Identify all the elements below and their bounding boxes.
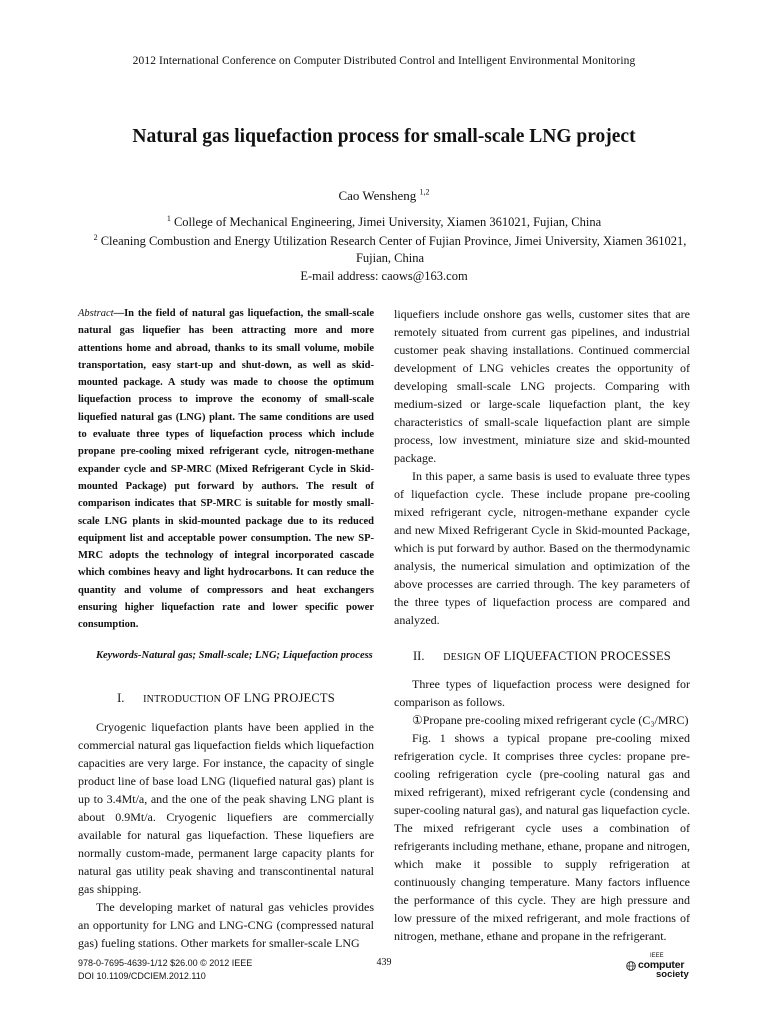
- affiliation-1-sup: 1: [166, 213, 171, 223]
- ieee-computer-society-logo: [626, 953, 696, 979]
- affiliation-1: [60, 214, 708, 231]
- keywords: Keywords-Natural gas; Small-scale; LNG; Liquefaction process: [96, 649, 373, 661]
- abstract: [78, 305, 374, 634]
- logo-sub-text: society: [656, 969, 689, 980]
- affiliation-2: [90, 233, 690, 267]
- right-paragraph-2: In this paper, a same basis is used to evaluate three types of liquefaction cycle. These include propane pre-cooling mixed refrigerant cycle, nitrogen-methane expander cycle and new Mixed Refrigerant Cycle in Skid-mounted Package, which is put forward by author. Based on the thermodynamic analysis, the numerical simulation and optimization of the above processes are carried through. The key parameters of the three types of liquefaction process are compared and analyzed.: [394, 469, 690, 627]
- section-1-heading: [78, 689, 374, 709]
- conference-header: 2012 International Conference on Computer Distributed Control and Intelligent Environmental Monitoring: [132, 55, 636, 67]
- section-2-title-rest: OF LIQUEFACTION PROCESSES: [484, 649, 671, 663]
- author-name: Cao Wensheng: [338, 188, 417, 203]
- section-2-title-sc: DESIGN: [443, 652, 482, 663]
- footer-isbn: 978-0-7695-4639-1/12 $26.00 © 2012 IEEE: [78, 958, 253, 968]
- page-number: 439: [376, 957, 392, 968]
- section-2-heading: [394, 647, 690, 667]
- section-1-title-rest: OF LNG PROJECTS: [224, 690, 335, 705]
- author-sup: 1,2: [419, 187, 430, 197]
- affiliation-2-sup: 2: [93, 232, 98, 242]
- design-item-1: ①Propane pre-cooling mixed refrigerant cycle (C₃/MRC): [412, 713, 689, 727]
- abstract-lead: Abstract: [78, 308, 114, 319]
- right-column: [394, 305, 690, 945]
- section-2-number: II.: [413, 649, 425, 663]
- globe-icon: [626, 961, 636, 971]
- logo-main-text: computer: [638, 959, 685, 971]
- email: E-mail address: caows@163.com: [300, 269, 468, 283]
- footer-doi: DOI 10.1109/CDCIEM.2012.110: [78, 971, 206, 981]
- author: [0, 188, 768, 204]
- affiliation-2-text: Cleaning Combustion and Energy Utilization Research Center of Fujian Province, Jimei University, Xiamen 361021, Fujian, China: [100, 234, 687, 265]
- intro-paragraph-1: Cryogenic liquefaction plants have been applied in the commercial natural gas liquefaction fields which liquefaction capacities are very large. For instance, the capacity of single product line of base load LNG (liquefied natural gas) plant is up to 3.4Mt/a, and the one of the peak shaving LNG plant is about 0.9Mt/a. Cryogenic liquefiers are commercially available for natural gas liquefaction. These liquefiers are normally custom-made, permanent large capacity plants for natural gas utility peak shaving and transcontinental natural gas shipping.: [78, 719, 374, 896]
- left-column: [78, 305, 374, 952]
- right-paragraph-1: liquefiers include onshore gas wells, customer sites that are remotely situated from current gas pipelines, and industrial customer peak shaving installations. Continued commercial development of LNG vehicles creates the opportunity of developing small-scale LNG projects. Comparing with medium-sized or large-scale liquefaction plant, the key characteristics of small-scale liquefaction plant are simple process, low investment, miniature size and skid-mounted package.: [394, 307, 690, 465]
- abstract-text: —In the field of natural gas liquefaction, the small-scale natural gas liquefier has been attracting more and more attentions home and abroad, thanks to its small volume, mobile transportation, easy start-up and shut-down, as well as skid-mounted package. A study was made to choose the optimum liquefaction process to improve the economy of small-scale liquefied natural gas (LNG) plant. The same conditions are used to evaluate three types of liquefaction process which include propane pre-cooling mixed refrigerant cycle, nitrogen-methane expander cycle and SP-MRC (Mixed Refrigerant Cycle in Skid-mounted Package) put forward by authors. The result of comparison indicates that SP-MRC is suitable for mostly small-scale LNG plants in skid-mounted package due to its reduced equipment list and acceptable power consumption. The new SP-MRC adopts the technology of integral incorporated cascade which combines heavy and light hydrocarbons. It can reduce the quantity and volume of compressors and heat exchangers ensuring higher liquefaction rate and lower specific power consumption.: [78, 308, 374, 631]
- section-1-title-sc: INTRODUCTION: [143, 693, 222, 705]
- paper-title: Natural gas liquefaction process for small-scale LNG project: [132, 126, 636, 147]
- affiliation-1-text: College of Mechanical Engineering, Jimei University, Xiamen 361021, Fujian, China: [173, 215, 602, 229]
- intro-paragraph-2: The developing market of natural gas vehicles provides an opportunity for LNG and LNG-CNG (compressed natural gas) fueling stations. Other markets for smaller-scale LNG: [78, 899, 374, 950]
- design-paragraph-2: Fig. 1 shows a typical propane pre-cooling mixed refrigeration cycle. It comprises three cycles: propane pre-cooling refrigeration cycle (pre-cooling natural gas and mixed refrigerant), mixed refrigerant cycle (condensing and super-cooling natural gas), and natural gas liquefaction cycle. The mixed refrigerant cycle uses a combination of refrigerants including methane, ethane, propane and nitrogen, which make it possible to supply refrigeration at continuously changing temperature. Many factors influence the performance of this cycle. They are high pressure and low pressure of the mixed refrigerant, and mole fractions of nitrogen, methane, ethane and propane in the refrigerant.: [394, 731, 690, 943]
- logo-small-text: IEEE: [650, 953, 664, 959]
- design-paragraph-1: Three types of liquefaction process were designed for comparison as follows.: [394, 677, 690, 709]
- section-1-number: I.: [117, 690, 125, 705]
